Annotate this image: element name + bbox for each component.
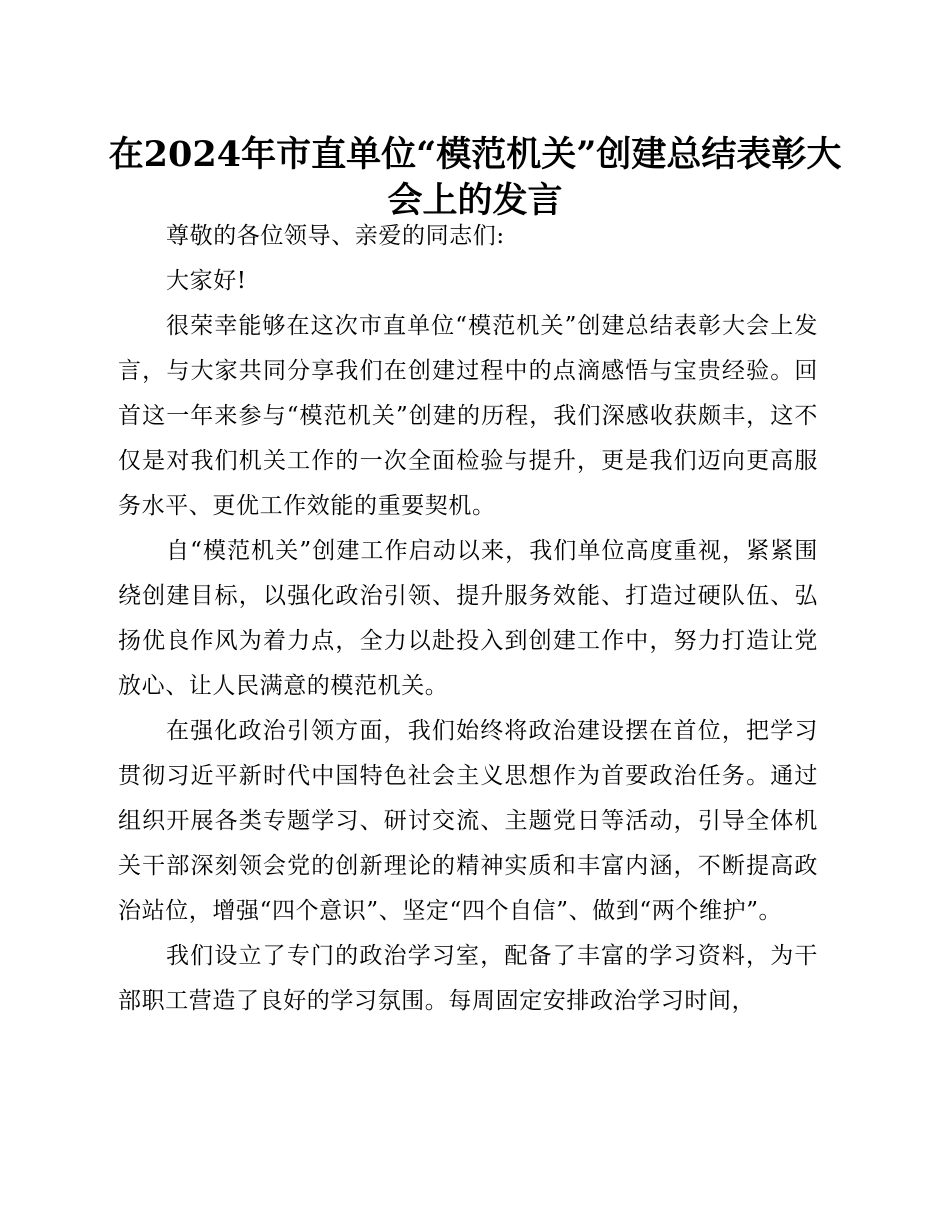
paragraph: 自“模范机关”创建工作启动以来，我们单位高度重视，紧紧围绕创建目标，以强化政治引领、提升服务效能、打造过硬队伍、弘扬优良作风为着力点，全力以赴投入到创建工作中，努力打造让党放心、让人民满意的模范机关。 [118, 538, 818, 699]
paragraph: 很荣幸能够在这次市直单位“模范机关”创建总结表彰大会上发言，与大家共同分享我们在创建过程中的点滴感悟与宝贵经验。回首这一年来参与“模范机关”创建的历程，我们深感收获颇丰，这不仅是对我们机关工作的一次全面检验与提升，更是我们迈向更高服务水平、更优工作效能的重要契机。 [118, 313, 818, 519]
document-title: 在2024年市直单位“模范机关”创建总结表彰大会上的发言 [108, 134, 842, 221]
paragraph: 我们设立了专门的政治学习室，配备了丰富的学习资料，为干部职工营造了良好的学习氛围。每周固定安排政治学习时间， [118, 943, 818, 1014]
document-body [118, 214, 818, 1024]
greeting: 大家好! [166, 268, 247, 294]
salutation: 尊敬的各位领导、亲爱的同志们: [166, 223, 505, 249]
paragraph: 在强化政治引领方面，我们始终将政治建设摆在首位，把学习贯彻习近平新时代中国特色社会主义思想作为首要政治任务。通过组织开展各类专题学习、研讨交流、主题党日等活动，引导全体机关干部深刻领会党的创新理论的精神实质和丰富内涵，不断提高政治站位，增强“四个意识”、坚定“四个自信”、做到“两个维护”。 [118, 718, 818, 924]
